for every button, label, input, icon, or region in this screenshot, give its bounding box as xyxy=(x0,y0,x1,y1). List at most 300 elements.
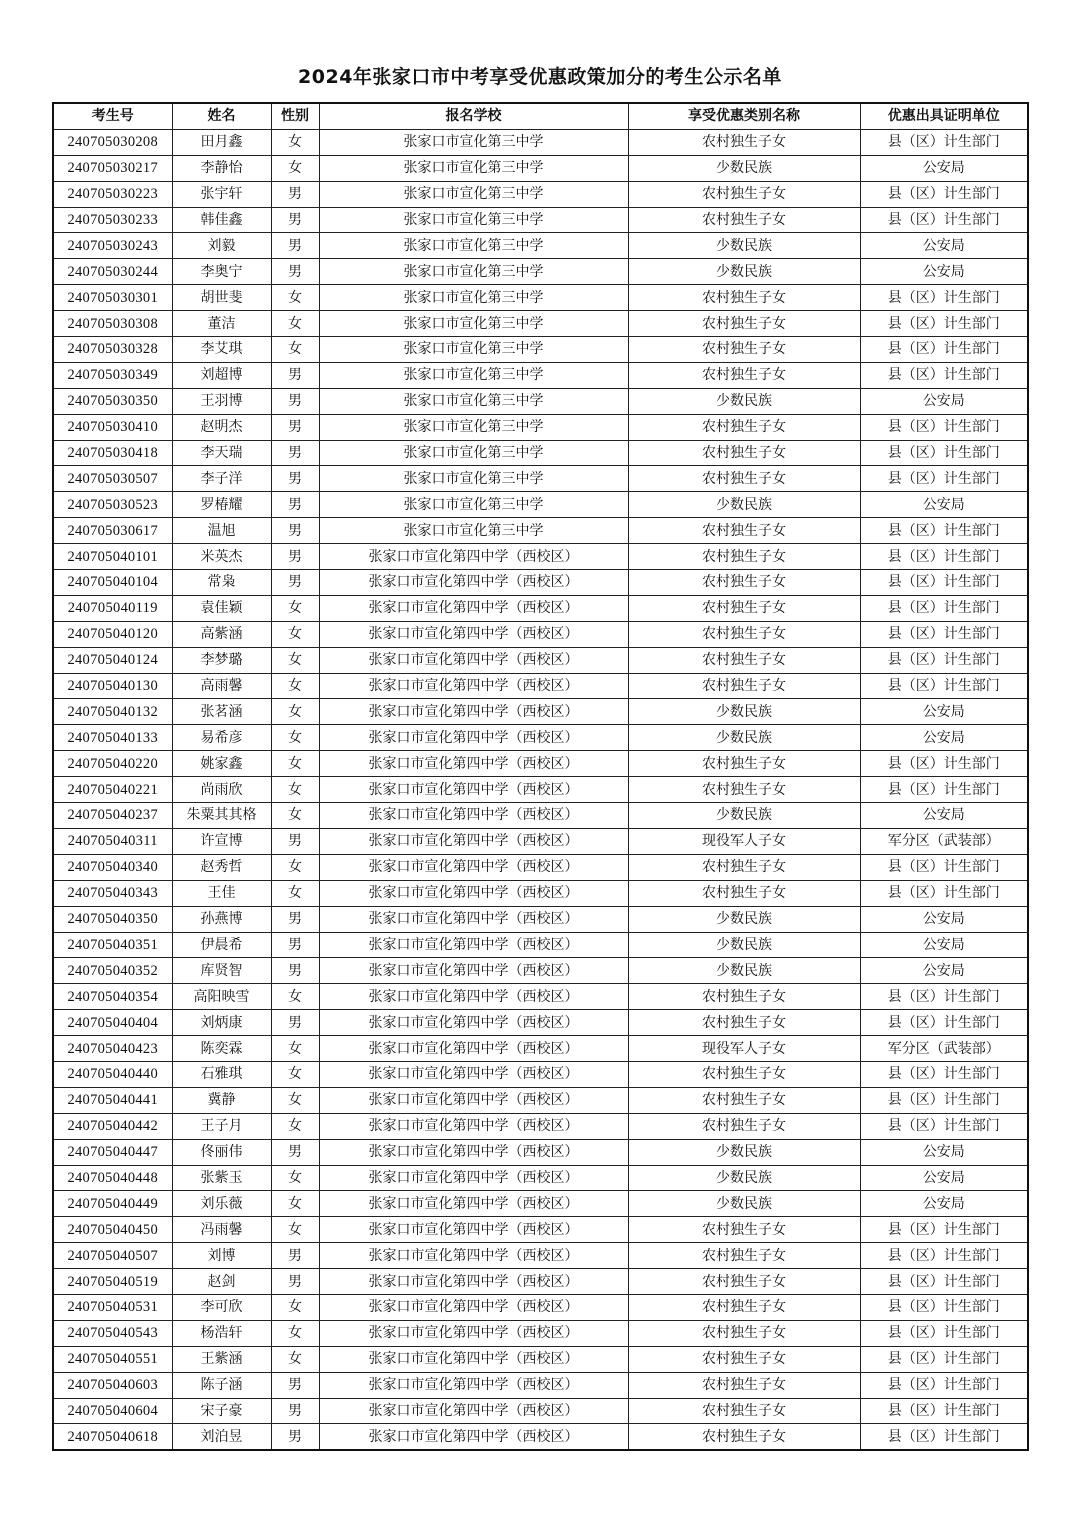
table-row xyxy=(53,129,1028,155)
name-cell: 易希彦 xyxy=(172,725,271,751)
table-row xyxy=(53,155,1028,181)
school-cell: 张家口市宣化第三中学 xyxy=(319,311,628,337)
certifying-unit-cell: 公安局 xyxy=(860,932,1028,958)
name-cell: 刘毅 xyxy=(172,233,271,259)
certifying-unit-cell: 县（区）计生部门 xyxy=(860,777,1028,803)
exam-number-cell: 240705040448 xyxy=(53,1165,172,1191)
table-row xyxy=(53,932,1028,958)
certifying-unit-cell: 公安局 xyxy=(860,259,1028,285)
gender-cell: 女 xyxy=(271,1191,319,1217)
table-row xyxy=(53,1346,1028,1372)
school-cell: 张家口市宣化第四中学（西校区） xyxy=(319,621,628,647)
name-cell: 伊晨希 xyxy=(172,932,271,958)
school-cell: 张家口市宣化第三中学 xyxy=(319,362,628,388)
name-cell: 胡世斐 xyxy=(172,285,271,311)
school-cell: 张家口市宣化第三中学 xyxy=(319,285,628,311)
exam-number-cell: 240705040124 xyxy=(53,647,172,673)
name-cell: 王紫涵 xyxy=(172,1346,271,1372)
exam-number-cell: 240705030243 xyxy=(53,233,172,259)
exam-number-cell: 240705040507 xyxy=(53,1243,172,1269)
name-cell: 李奥宁 xyxy=(172,259,271,285)
school-cell: 张家口市宣化第四中学（西校区） xyxy=(319,1010,628,1036)
table-row xyxy=(53,544,1028,570)
name-cell: 李子洋 xyxy=(172,466,271,492)
gender-cell: 女 xyxy=(271,1061,319,1087)
category-cell: 农村独生子女 xyxy=(628,1087,860,1113)
certifying-unit-cell: 县（区）计生部门 xyxy=(860,440,1028,466)
table-row xyxy=(53,1372,1028,1398)
category-cell: 农村独生子女 xyxy=(628,1346,860,1372)
certifying-unit-cell: 县（区）计生部门 xyxy=(860,570,1028,596)
category-cell: 少数民族 xyxy=(628,906,860,932)
exam-number-cell: 240705030507 xyxy=(53,466,172,492)
table-row xyxy=(53,362,1028,388)
table-row xyxy=(53,854,1028,880)
category-cell: 农村独生子女 xyxy=(628,544,860,570)
table-row xyxy=(53,1269,1028,1295)
category-cell: 少数民族 xyxy=(628,932,860,958)
gender-cell: 男 xyxy=(271,388,319,414)
certifying-unit-cell: 县（区）计生部门 xyxy=(860,414,1028,440)
school-cell: 张家口市宣化第四中学（西校区） xyxy=(319,751,628,777)
table-row xyxy=(53,414,1028,440)
exam-number-cell: 240705040449 xyxy=(53,1191,172,1217)
certifying-unit-cell: 县（区）计生部门 xyxy=(860,1269,1028,1295)
certifying-unit-cell: 县（区）计生部门 xyxy=(860,311,1028,337)
exam-number-cell: 240705040221 xyxy=(53,777,172,803)
category-cell: 少数民族 xyxy=(628,233,860,259)
category-cell: 农村独生子女 xyxy=(628,285,860,311)
gender-cell: 男 xyxy=(271,828,319,854)
table-row xyxy=(53,1087,1028,1113)
certifying-unit-cell: 县（区）计生部门 xyxy=(860,1010,1028,1036)
exam-number-cell: 240705040551 xyxy=(53,1346,172,1372)
gender-cell: 女 xyxy=(271,673,319,699)
category-cell: 少数民族 xyxy=(628,155,860,181)
certifying-unit-cell: 县（区）计生部门 xyxy=(860,1217,1028,1243)
name-cell: 刘超博 xyxy=(172,362,271,388)
exam-number-cell: 240705040132 xyxy=(53,699,172,725)
name-cell: 田月鑫 xyxy=(172,129,271,155)
exam-number-cell: 240705040447 xyxy=(53,1139,172,1165)
certifying-unit-cell: 县（区）计生部门 xyxy=(860,544,1028,570)
school-cell: 张家口市宣化第四中学（西校区） xyxy=(319,906,628,932)
certifying-unit-cell: 县（区）计生部门 xyxy=(860,854,1028,880)
name-cell: 温旭 xyxy=(172,518,271,544)
gender-cell: 女 xyxy=(271,751,319,777)
category-cell: 农村独生子女 xyxy=(628,181,860,207)
name-cell: 高阳映雪 xyxy=(172,984,271,1010)
name-cell: 王佳 xyxy=(172,880,271,906)
name-cell: 石雅琪 xyxy=(172,1061,271,1087)
gender-cell: 女 xyxy=(271,854,319,880)
exam-number-cell: 240705030208 xyxy=(53,129,172,155)
column-header-certifying-unit: 优惠出具证明单位 xyxy=(860,103,1028,129)
category-cell: 农村独生子女 xyxy=(628,1010,860,1036)
gender-cell: 男 xyxy=(271,1424,319,1450)
exam-number-cell: 240705030349 xyxy=(53,362,172,388)
certifying-unit-cell: 军分区（武装部） xyxy=(860,828,1028,854)
exam-number-cell: 240705040423 xyxy=(53,1036,172,1062)
table-row xyxy=(53,621,1028,647)
name-cell: 董洁 xyxy=(172,311,271,337)
name-cell: 李可欣 xyxy=(172,1294,271,1320)
category-cell: 少数民族 xyxy=(628,492,860,518)
gender-cell: 女 xyxy=(271,725,319,751)
gender-cell: 女 xyxy=(271,1217,319,1243)
exam-number-cell: 240705040604 xyxy=(53,1398,172,1424)
exam-number-cell: 240705030217 xyxy=(53,155,172,181)
name-cell: 李梦璐 xyxy=(172,647,271,673)
gender-cell: 男 xyxy=(271,207,319,233)
school-cell: 张家口市宣化第四中学（西校区） xyxy=(319,932,628,958)
table-row xyxy=(53,1113,1028,1139)
exam-number-cell: 240705040543 xyxy=(53,1320,172,1346)
exam-number-cell: 240705040404 xyxy=(53,1010,172,1036)
school-cell: 张家口市宣化第三中学 xyxy=(319,388,628,414)
name-cell: 刘博 xyxy=(172,1243,271,1269)
table-row xyxy=(53,1036,1028,1062)
certifying-unit-cell: 县（区）计生部门 xyxy=(860,518,1028,544)
school-cell: 张家口市宣化第四中学（西校区） xyxy=(319,1269,628,1295)
exam-number-cell: 240705030308 xyxy=(53,311,172,337)
gender-cell: 女 xyxy=(271,984,319,1010)
category-cell: 农村独生子女 xyxy=(628,880,860,906)
category-cell: 农村独生子女 xyxy=(628,751,860,777)
certifying-unit-cell: 县（区）计生部门 xyxy=(860,621,1028,647)
gender-cell: 男 xyxy=(271,1269,319,1295)
gender-cell: 男 xyxy=(271,544,319,570)
table-row xyxy=(53,492,1028,518)
name-cell: 佟丽伟 xyxy=(172,1139,271,1165)
category-cell: 农村独生子女 xyxy=(628,673,860,699)
school-cell: 张家口市宣化第四中学（西校区） xyxy=(319,647,628,673)
certifying-unit-cell: 县（区）计生部门 xyxy=(860,207,1028,233)
certifying-unit-cell: 县（区）计生部门 xyxy=(860,647,1028,673)
exam-number-cell: 240705040237 xyxy=(53,803,172,829)
category-cell: 农村独生子女 xyxy=(628,854,860,880)
gender-cell: 女 xyxy=(271,1346,319,1372)
name-cell: 王子月 xyxy=(172,1113,271,1139)
exam-number-cell: 240705040618 xyxy=(53,1424,172,1450)
school-cell: 张家口市宣化第四中学（西校区） xyxy=(319,570,628,596)
name-cell: 李静怡 xyxy=(172,155,271,181)
name-cell: 王羽博 xyxy=(172,388,271,414)
name-cell: 姚家鑫 xyxy=(172,751,271,777)
category-cell: 农村独生子女 xyxy=(628,1424,860,1450)
certifying-unit-cell: 县（区）计生部门 xyxy=(860,285,1028,311)
table-row xyxy=(53,725,1028,751)
certifying-unit-cell: 公安局 xyxy=(860,155,1028,181)
certifying-unit-cell: 公安局 xyxy=(860,906,1028,932)
school-cell: 张家口市宣化第四中学（西校区） xyxy=(319,777,628,803)
exam-number-cell: 240705040104 xyxy=(53,570,172,596)
category-cell: 少数民族 xyxy=(628,958,860,984)
school-cell: 张家口市宣化第四中学（西校区） xyxy=(319,1165,628,1191)
category-cell: 现役军人子女 xyxy=(628,828,860,854)
school-cell: 张家口市宣化第四中学（西校区） xyxy=(319,1320,628,1346)
certifying-unit-cell: 县（区）计生部门 xyxy=(860,1243,1028,1269)
exam-number-cell: 240705040130 xyxy=(53,673,172,699)
school-cell: 张家口市宣化第三中学 xyxy=(319,233,628,259)
table-row xyxy=(53,1139,1028,1165)
category-cell: 农村独生子女 xyxy=(628,1269,860,1295)
gender-cell: 男 xyxy=(271,233,319,259)
table-row xyxy=(53,1061,1028,1087)
gender-cell: 女 xyxy=(271,285,319,311)
gender-cell: 男 xyxy=(271,1010,319,1036)
exam-number-cell: 240705040220 xyxy=(53,751,172,777)
category-cell: 少数民族 xyxy=(628,803,860,829)
gender-cell: 女 xyxy=(271,699,319,725)
gender-cell: 女 xyxy=(271,1087,319,1113)
gender-cell: 男 xyxy=(271,906,319,932)
table-row xyxy=(53,647,1028,673)
category-cell: 农村独生子女 xyxy=(628,1372,860,1398)
school-cell: 张家口市宣化第四中学（西校区） xyxy=(319,1346,628,1372)
table-row xyxy=(53,595,1028,621)
page-title: 2024年张家口市中考享受优惠政策加分的考生公示名单 xyxy=(298,66,782,88)
exam-number-cell: 240705040450 xyxy=(53,1217,172,1243)
exam-number-cell: 240705030617 xyxy=(53,518,172,544)
exam-number-cell: 240705040352 xyxy=(53,958,172,984)
exam-number-cell: 240705040119 xyxy=(53,595,172,621)
school-cell: 张家口市宣化第四中学（西校区） xyxy=(319,725,628,751)
table-row xyxy=(53,466,1028,492)
table-row xyxy=(53,285,1028,311)
certifying-unit-cell: 县（区）计生部门 xyxy=(860,362,1028,388)
table-row xyxy=(53,673,1028,699)
gender-cell: 女 xyxy=(271,155,319,181)
certifying-unit-cell: 县（区）计生部门 xyxy=(860,984,1028,1010)
name-cell: 刘泊昱 xyxy=(172,1424,271,1450)
school-cell: 张家口市宣化第四中学（西校区） xyxy=(319,1036,628,1062)
name-cell: 罗椿耀 xyxy=(172,492,271,518)
column-header-exam-number: 考生号 xyxy=(53,103,172,129)
gender-cell: 男 xyxy=(271,466,319,492)
gender-cell: 女 xyxy=(271,803,319,829)
category-cell: 农村独生子女 xyxy=(628,777,860,803)
school-cell: 张家口市宣化第三中学 xyxy=(319,440,628,466)
school-cell: 张家口市宣化第三中学 xyxy=(319,492,628,518)
school-cell: 张家口市宣化第四中学（西校区） xyxy=(319,803,628,829)
gender-cell: 男 xyxy=(271,492,319,518)
exam-number-cell: 240705040340 xyxy=(53,854,172,880)
table-row xyxy=(53,751,1028,777)
certifying-unit-cell: 公安局 xyxy=(860,803,1028,829)
school-cell: 张家口市宣化第四中学（西校区） xyxy=(319,1372,628,1398)
table-row xyxy=(53,958,1028,984)
gender-cell: 女 xyxy=(271,1165,319,1191)
certifying-unit-cell: 县（区）计生部门 xyxy=(860,337,1028,363)
table-row xyxy=(53,777,1028,803)
header-row xyxy=(53,103,1028,129)
table-row xyxy=(53,1243,1028,1269)
certifying-unit-cell: 县（区）计生部门 xyxy=(860,1424,1028,1450)
name-cell: 尚雨欣 xyxy=(172,777,271,803)
certifying-unit-cell: 县（区）计生部门 xyxy=(860,1372,1028,1398)
school-cell: 张家口市宣化第三中学 xyxy=(319,181,628,207)
table-row xyxy=(53,388,1028,414)
name-cell: 库贤智 xyxy=(172,958,271,984)
school-cell: 张家口市宣化第四中学（西校区） xyxy=(319,1217,628,1243)
gender-cell: 男 xyxy=(271,932,319,958)
name-cell: 李天瑞 xyxy=(172,440,271,466)
gender-cell: 女 xyxy=(271,777,319,803)
exam-number-cell: 240705040343 xyxy=(53,880,172,906)
school-cell: 张家口市宣化第四中学（西校区） xyxy=(319,1113,628,1139)
name-cell: 陈奕霖 xyxy=(172,1036,271,1062)
category-cell: 现役军人子女 xyxy=(628,1036,860,1062)
school-cell: 张家口市宣化第四中学（西校区） xyxy=(319,1398,628,1424)
exam-number-cell: 240705040351 xyxy=(53,932,172,958)
table-row xyxy=(53,207,1028,233)
exam-number-cell: 240705030418 xyxy=(53,440,172,466)
school-cell: 张家口市宣化第四中学（西校区） xyxy=(319,828,628,854)
category-cell: 农村独生子女 xyxy=(628,466,860,492)
category-cell: 农村独生子女 xyxy=(628,1217,860,1243)
certifying-unit-cell: 县（区）计生部门 xyxy=(860,595,1028,621)
school-cell: 张家口市宣化第四中学（西校区） xyxy=(319,984,628,1010)
table-row xyxy=(53,906,1028,932)
category-cell: 农村独生子女 xyxy=(628,570,860,596)
category-cell: 农村独生子女 xyxy=(628,1243,860,1269)
gender-cell: 男 xyxy=(271,181,319,207)
name-cell: 宋子豪 xyxy=(172,1398,271,1424)
category-cell: 农村独生子女 xyxy=(628,1061,860,1087)
category-cell: 少数民族 xyxy=(628,1139,860,1165)
certifying-unit-cell: 县（区）计生部门 xyxy=(860,1320,1028,1346)
gender-cell: 男 xyxy=(271,414,319,440)
table-row xyxy=(53,1191,1028,1217)
exam-number-cell: 240705040350 xyxy=(53,906,172,932)
exam-number-cell: 240705040441 xyxy=(53,1087,172,1113)
name-cell: 高雨馨 xyxy=(172,673,271,699)
category-cell: 少数民族 xyxy=(628,388,860,414)
exam-number-cell: 240705040519 xyxy=(53,1269,172,1295)
exam-number-cell: 240705040354 xyxy=(53,984,172,1010)
category-cell: 农村独生子女 xyxy=(628,1294,860,1320)
certifying-unit-cell: 公安局 xyxy=(860,492,1028,518)
school-cell: 张家口市宣化第三中学 xyxy=(319,414,628,440)
exam-number-cell: 240705030233 xyxy=(53,207,172,233)
category-cell: 少数民族 xyxy=(628,699,860,725)
exam-number-cell: 240705030350 xyxy=(53,388,172,414)
certifying-unit-cell: 县（区）计生部门 xyxy=(860,1398,1028,1424)
name-cell: 赵秀哲 xyxy=(172,854,271,880)
exam-number-cell: 240705040440 xyxy=(53,1061,172,1087)
column-header-school: 报名学校 xyxy=(319,103,628,129)
table-row xyxy=(53,1424,1028,1450)
table-row xyxy=(53,699,1028,725)
certifying-unit-cell: 公安局 xyxy=(860,1191,1028,1217)
name-cell: 李艾琪 xyxy=(172,337,271,363)
table-row xyxy=(53,1010,1028,1036)
name-cell: 冯雨馨 xyxy=(172,1217,271,1243)
school-cell: 张家口市宣化第三中学 xyxy=(319,155,628,181)
name-cell: 常枭 xyxy=(172,570,271,596)
gender-cell: 男 xyxy=(271,1139,319,1165)
gender-cell: 男 xyxy=(271,362,319,388)
category-cell: 农村独生子女 xyxy=(628,647,860,673)
gender-cell: 女 xyxy=(271,311,319,337)
certifying-unit-cell: 县（区）计生部门 xyxy=(860,1346,1028,1372)
gender-cell: 女 xyxy=(271,647,319,673)
gender-cell: 女 xyxy=(271,621,319,647)
gender-cell: 男 xyxy=(271,440,319,466)
table-row xyxy=(53,518,1028,544)
category-cell: 农村独生子女 xyxy=(628,440,860,466)
school-cell: 张家口市宣化第四中学（西校区） xyxy=(319,880,628,906)
gender-cell: 男 xyxy=(271,1243,319,1269)
school-cell: 张家口市宣化第四中学（西校区） xyxy=(319,1087,628,1113)
exam-number-cell: 240705030223 xyxy=(53,181,172,207)
category-cell: 少数民族 xyxy=(628,259,860,285)
table-row xyxy=(53,337,1028,363)
certifying-unit-cell: 县（区）计生部门 xyxy=(860,880,1028,906)
name-cell: 陈子涵 xyxy=(172,1372,271,1398)
table-row xyxy=(53,1320,1028,1346)
certifying-unit-cell: 公安局 xyxy=(860,1139,1028,1165)
category-cell: 农村独生子女 xyxy=(628,362,860,388)
category-cell: 农村独生子女 xyxy=(628,337,860,363)
certifying-unit-cell: 公安局 xyxy=(860,1165,1028,1191)
certifying-unit-cell: 县（区）计生部门 xyxy=(860,466,1028,492)
name-cell: 冀静 xyxy=(172,1087,271,1113)
school-cell: 张家口市宣化第四中学（西校区） xyxy=(319,1191,628,1217)
certifying-unit-cell: 县（区）计生部门 xyxy=(860,1294,1028,1320)
name-cell: 刘炳康 xyxy=(172,1010,271,1036)
gender-cell: 女 xyxy=(271,1294,319,1320)
category-cell: 农村独生子女 xyxy=(628,311,860,337)
category-cell: 农村独生子女 xyxy=(628,595,860,621)
name-cell: 杨浩轩 xyxy=(172,1320,271,1346)
exam-number-cell: 240705040120 xyxy=(53,621,172,647)
name-cell: 刘乐薇 xyxy=(172,1191,271,1217)
table-row xyxy=(53,233,1028,259)
gender-cell: 女 xyxy=(271,337,319,363)
category-cell: 农村独生子女 xyxy=(628,207,860,233)
school-cell: 张家口市宣化第四中学（西校区） xyxy=(319,1424,628,1450)
school-cell: 张家口市宣化第四中学（西校区） xyxy=(319,1139,628,1165)
category-cell: 农村独生子女 xyxy=(628,414,860,440)
category-cell: 少数民族 xyxy=(628,725,860,751)
school-cell: 张家口市宣化第三中学 xyxy=(319,207,628,233)
certifying-unit-cell: 公安局 xyxy=(860,699,1028,725)
table-row xyxy=(53,181,1028,207)
school-cell: 张家口市宣化第四中学（西校区） xyxy=(319,699,628,725)
gender-cell: 男 xyxy=(271,259,319,285)
school-cell: 张家口市宣化第四中学（西校区） xyxy=(319,1243,628,1269)
school-cell: 张家口市宣化第三中学 xyxy=(319,466,628,492)
gender-cell: 女 xyxy=(271,1320,319,1346)
name-cell: 张茗涵 xyxy=(172,699,271,725)
table-header xyxy=(53,103,1028,129)
gender-cell: 女 xyxy=(271,1036,319,1062)
table-row xyxy=(53,1165,1028,1191)
school-cell: 张家口市宣化第四中学（西校区） xyxy=(319,958,628,984)
gender-cell: 女 xyxy=(271,129,319,155)
certifying-unit-cell: 县（区）计生部门 xyxy=(860,673,1028,699)
column-header-gender: 性别 xyxy=(271,103,319,129)
gender-cell: 男 xyxy=(271,1372,319,1398)
table-row xyxy=(53,259,1028,285)
certifying-unit-cell: 县（区）计生部门 xyxy=(860,751,1028,777)
exam-number-cell: 240705040133 xyxy=(53,725,172,751)
gender-cell: 女 xyxy=(271,595,319,621)
category-cell: 农村独生子女 xyxy=(628,1113,860,1139)
table-row xyxy=(53,828,1028,854)
